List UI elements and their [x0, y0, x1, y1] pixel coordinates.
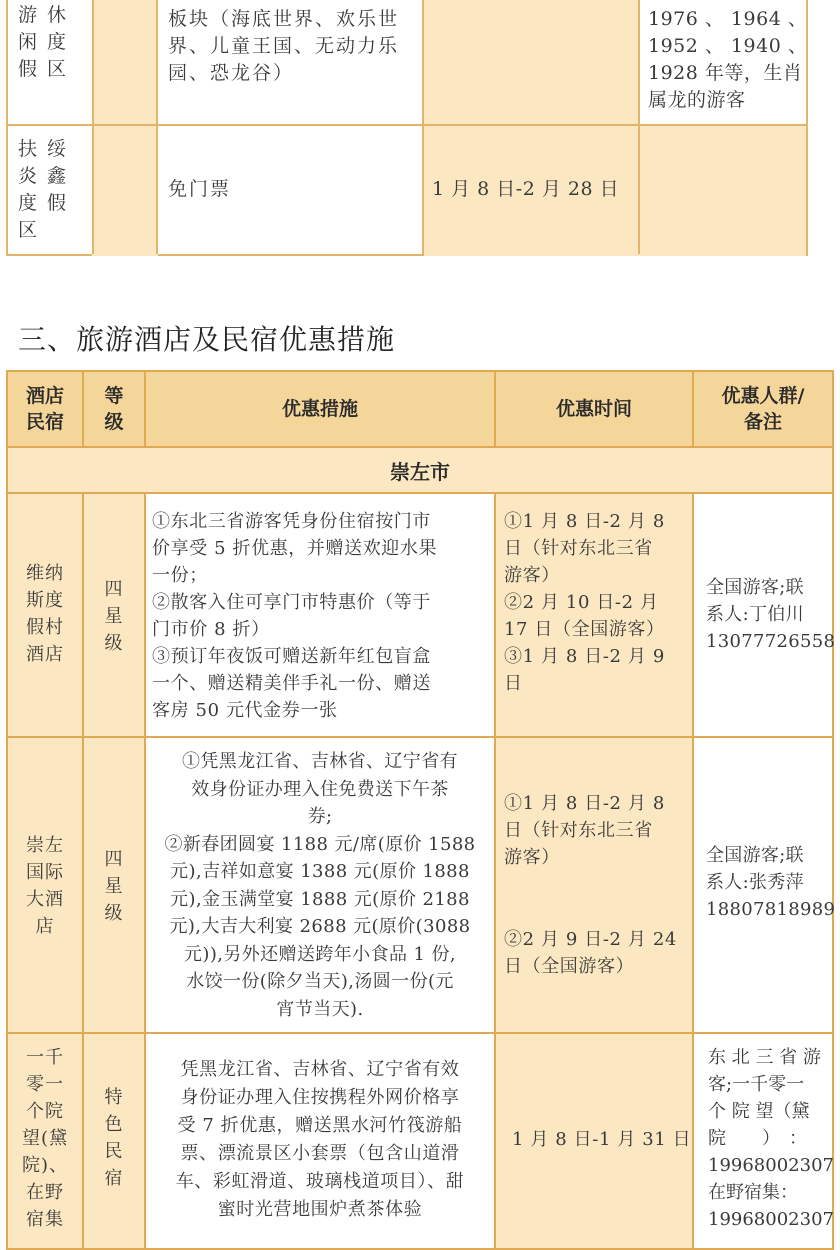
table-row [8, 0, 806, 126]
header-measures: 优惠措施 [281, 398, 358, 420]
audience-text: 东 北 三 省 游 客;一千零一 个 院 望（黛 院 ） ： 19968002307 在野宿集： 19968002307 [708, 1047, 834, 1230]
previous-table [6, 0, 808, 256]
audience-text: 全国游客;联 系人:张秀萍 18807818989 [706, 845, 836, 920]
divider [494, 738, 496, 1032]
audience-cell: 1976 、 1964 、 1952 、 1940 、 1928 年等，生肖 属龙的游客 [648, 8, 808, 111]
hotel-name: 崇左 国际 大酒 店 [26, 835, 64, 937]
region-cell: 游 休 闲 度 假 区 [18, 4, 69, 80]
divider [82, 1034, 84, 1248]
divider [144, 738, 146, 1032]
time-cell [424, 0, 640, 124]
city-group-header: 崇左市 [6, 448, 834, 494]
header-hotel: 酒店 民宿 [25, 385, 64, 433]
divider [144, 1034, 146, 1248]
header-grade: 等 级 [104, 385, 124, 433]
divider [692, 494, 694, 736]
audience-text: 全国游客;联 系人:丁伯川 13077726558 [706, 577, 836, 652]
time-text: ①1 月 8 日-2 月 8 日（针对东北三省 游客） ②2 月 10 日-2 月 17 日（全国游客） ③1 月 8 日-2 月 9 日 [504, 511, 665, 694]
measures-cell: 免门票 [168, 178, 232, 200]
divider [144, 494, 146, 736]
audience-cell [640, 126, 806, 256]
divider [156, 0, 158, 254]
divider [82, 494, 84, 736]
hotel-offers-table [6, 370, 834, 1250]
grade-value: 四 星 级 [104, 849, 124, 924]
divider [494, 372, 496, 446]
measures-text: ①东北三省游客凭身份住宿按门市 价享受 5 折优惠，并赠送欢迎水果 一份； ②散客入住可享门市特惠价（等于 门市价 8 折） ③预订年夜饭可赠送新年红包盲盒 一个、赠送精美伴手礼一份、赠送 客房 50 元代金券一张 [152, 511, 438, 721]
grade-cell [92, 126, 158, 256]
region-cell: 扶 绥 炎 鑫 度 假 区 [18, 138, 69, 241]
table-row [6, 738, 834, 1034]
time-cell [496, 738, 692, 1032]
header-audience: 优惠人群/ 备注 [721, 385, 805, 433]
table-row [6, 1034, 834, 1250]
grade-value: 四 星 级 [104, 579, 124, 654]
hotel-name: 维纳 斯度 假村 酒店 [26, 563, 64, 665]
table-header [6, 370, 834, 448]
divider [638, 0, 640, 254]
divider [494, 494, 496, 736]
divider [82, 738, 84, 1032]
table-row [8, 126, 806, 256]
hotel-name: 一千 零一 个院 望(黛 院)、 在野 宿集 [21, 1047, 69, 1230]
measures-text: 凭黑龙江省、吉林省、辽宁省有效 身份证办理入住按携程外网价格享 受 7 折优惠，赠送黑水河竹筏游船 票、漂流景区小套票（包含山道滑 车、彩虹滑道、玻璃栈道项目）、甜 蜜时光营地围炉煮茶体验 [175, 1059, 465, 1220]
divider [92, 0, 94, 254]
divider [82, 372, 84, 446]
divider [692, 738, 694, 1032]
divider [692, 1034, 694, 1248]
grade-value: 特 色 民 宿 [104, 1087, 124, 1189]
measures-cell: 板块（海底世界、欢乐世 界、儿童王国、无动力乐 园、恐龙谷） [168, 8, 400, 84]
divider [422, 0, 424, 254]
divider [692, 372, 694, 446]
section-title: 三、旅游酒店及民宿优惠措施 [18, 323, 396, 356]
measures-text: ①凭黑龙江省、吉林省、辽宁省有 效身份证办理入住免费送下午茶 券; ②新春团圆宴 1188 元/席(原价 1588 元),吉祥如意宴 1388 元(原价 1888 元),金玉满堂宴 1888 元(原价 2188 元),大吉大利宴 2688 元(原价(3088 元)),另外还赠送跨年小食品 1 份, 水饺一份(除夕当天),汤圆一份(元 宵节当天). [164, 751, 476, 1020]
header-time: 优惠时间 [555, 398, 632, 420]
time-text-2: ②2 月 9 日-2 月 24 日（全国游客） [504, 929, 677, 977]
time-text: 1 月 8 日-1 月 31 日 [512, 1129, 692, 1150]
time-text-1: ①1 月 8 日-2 月 8 日（针对东北三省 游客） [504, 793, 665, 868]
divider [494, 1034, 496, 1248]
divider [144, 372, 146, 446]
table-row [6, 494, 834, 738]
time-cell: 1 月 8 日-2 月 28 日 [432, 178, 620, 200]
grade-cell [92, 0, 158, 124]
